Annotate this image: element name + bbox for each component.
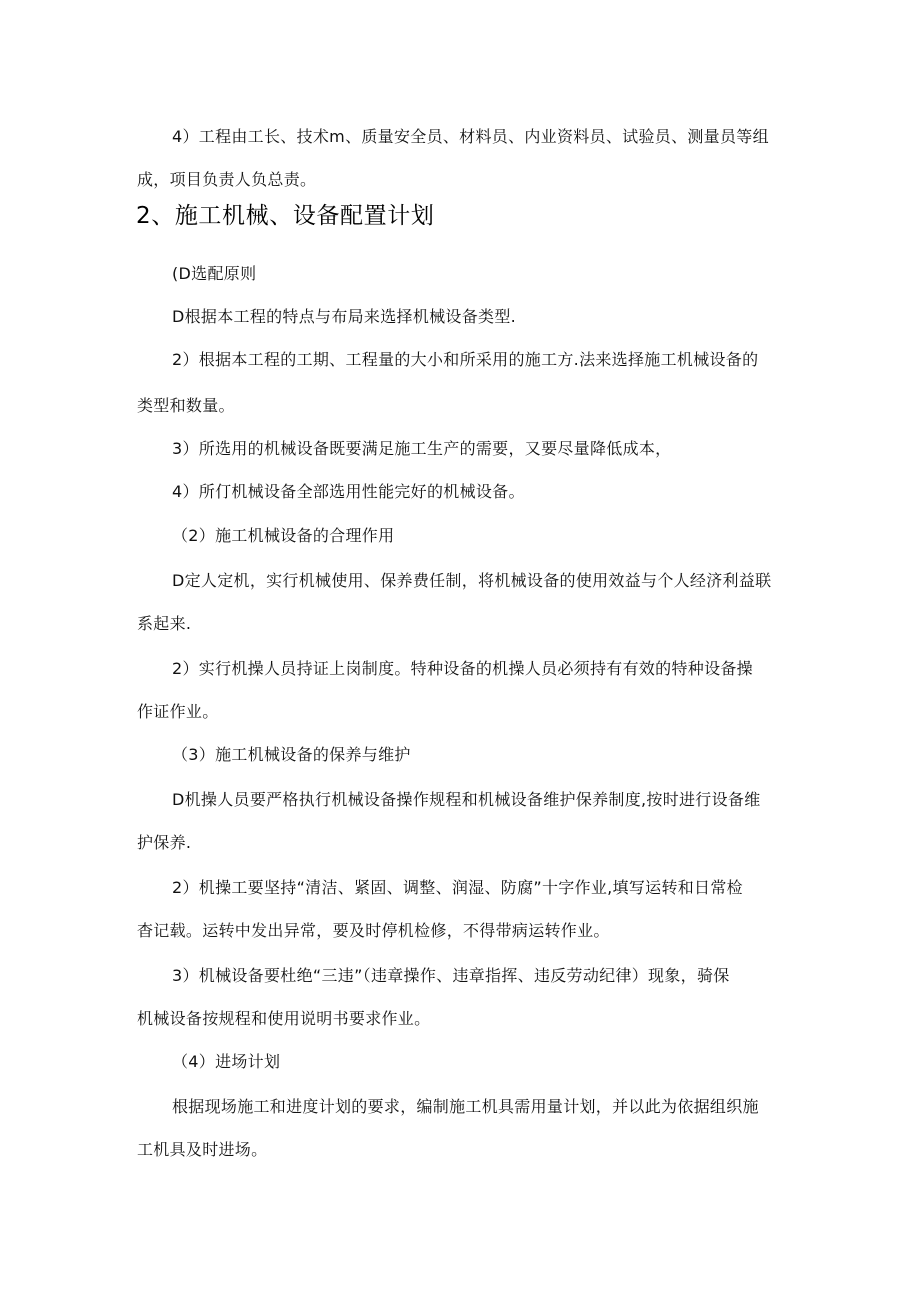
list-item: D定人定机，实行机械使用、保养费任制，将机械设备的使用效益与个人经济利益联	[172, 571, 772, 590]
list-item: 2）根据本工程的工期、工程量的大小和所采用的施工方.法来选择施工机械设备的	[172, 350, 759, 369]
list-item: D机操人员要严格执行机械设备操作规程和机械设备维护保养制度,按时进行设备维	[172, 790, 761, 809]
list-item-continuation: 护保养.	[137, 833, 192, 852]
subsection-title: （4）进场计划	[172, 1052, 281, 1071]
list-item: 4）所仃机械设备全部选用性能完好的机械设备。	[172, 482, 525, 501]
paragraph-line: 根据现场施工和进度计划的要求，编制施工机具需用量计划，并以此为依据组织施	[172, 1097, 759, 1116]
list-item: D根据本工程的特点与布局来选择机械设备类型.	[172, 307, 517, 326]
list-item-continuation: 作证作业。	[137, 702, 219, 721]
subsection-title: （3）施工机械设备的保养与维护	[172, 745, 411, 764]
list-item: 2）机操工要坚持“清洁、紧固、调整、润湿、防腐”十字作业,填写运转和日常检	[172, 878, 743, 897]
paragraph-line: 成，项目负责人负总责。	[137, 170, 317, 189]
list-item-continuation: 杳记载。运转中发出异常，要及时停机检修，不得带病运转作业。	[137, 921, 610, 940]
paragraph-line: 4）工程由工长、技术m、质量安全员、材料员、内业资料员、试验员、测量员等组	[172, 127, 769, 146]
subsection-title: （2）施工机械设备的合理作用	[172, 526, 395, 545]
list-item-continuation: 机械设备按规程和使用说明书要求作业。	[137, 1009, 431, 1028]
subsection-title: (D选配原则	[172, 264, 257, 283]
list-item-continuation: 类型和数量。	[137, 396, 235, 415]
list-item: 3）所选用的机械设备既要满足施工生产的需要，又要尽量降低成本，	[172, 439, 672, 458]
list-item: 3）机械设备要杜绝“三违”（违章操作、违章指挥、违反劳动纪律）现象，骑保	[172, 966, 730, 985]
paragraph-line: 工机具及时进场。	[137, 1140, 268, 1159]
list-item: 2）实行机操人员持证上岗制度。特种设备的机操人员必须持有有效的特种设备操	[172, 659, 753, 678]
section-heading: 2、施工机械、设备配置计划	[136, 203, 435, 229]
list-item-continuation: 系起来.	[137, 614, 192, 633]
